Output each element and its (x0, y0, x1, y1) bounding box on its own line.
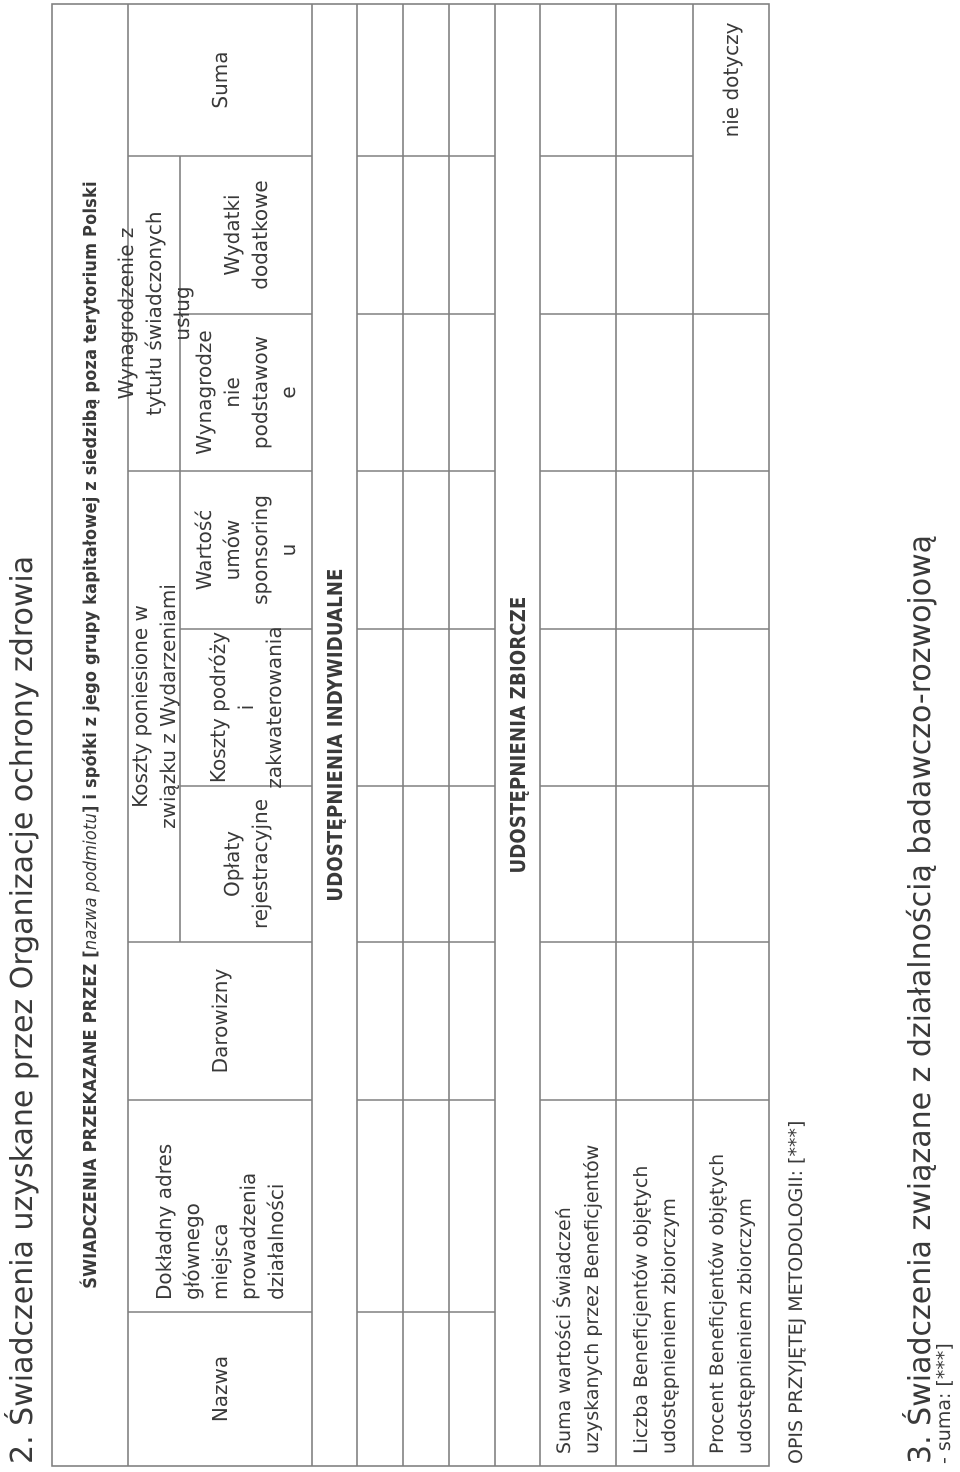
header-koszty-group: Koszty poniesione w związku z Wydarzeniami (128, 584, 180, 829)
collective-row-sum-label: Suma wartości Świadczeń uzyskanych przez Beneficjentów (553, 1144, 603, 1454)
table-row (357, 4, 403, 1466)
table-title (80, 181, 101, 1289)
individual-disclosures-bar: UDOSTĘPNIENIA INDYWIDUALNE (322, 568, 347, 902)
collective-disclosures-bar: UDOSTĘPNIENIA ZBIORCZE (505, 596, 530, 874)
header-oplaty: Opłaty rejestracyjne (220, 798, 272, 930)
header-darowizny: Darowizny (208, 968, 232, 1074)
table-title-part-1: ŚWIADCZENIA PRZEKAZANE PRZEZ [ (79, 950, 101, 1289)
not-applicable-cell: nie dotyczy (719, 22, 743, 138)
header-adres: Dokładny adres głównego miejsca prowadzenia działalności (152, 1143, 288, 1300)
header-wynagrodzenie-group: Wynagrodzenie z tytułu świadczonych usług (114, 211, 194, 416)
table-row (403, 4, 449, 1466)
header-nazwa: Nazwa (208, 1355, 232, 1423)
table-title-part-2: ] i spółki z jego grupy kapitałowej z siedzibą poza terytorium Polski (79, 181, 101, 814)
header-wynagrodzenie-podstawowe: Wynagrodzenie podstawowe (192, 330, 300, 455)
methodology-note: OPIS PRZYJĘTEJ METODOLOGII: [***] (785, 1120, 807, 1464)
table-row (449, 4, 495, 1466)
section-2-title: 2. Świadczenia uzyskane przez Organizacje ochrony zdrowia (4, 555, 40, 1464)
table-title-entity-placeholder: nazwa podmiotu (79, 813, 101, 951)
sum-note: - suma: [***] (933, 1343, 955, 1464)
collective-row-count-label: Liczba Beneficjentów objętych udostępnieniem zbiorczym (629, 1165, 680, 1454)
section-3-title: 3. Świadczenia związane z działalnością badawczo-rozwojową (902, 534, 938, 1464)
header-wartosc-umow: Wartość umów sponsoringu (192, 495, 300, 605)
header-wydatki-dodatkowe: Wydatki dodatkowe (220, 180, 272, 290)
header-koszty-podrozy: Koszty podróży i zakwaterowania (206, 626, 286, 789)
header-suma: Suma (208, 51, 232, 109)
collective-row-percent-label: Procent Beneficjentów objętych udostępnieniem zbiorczym (706, 1153, 756, 1454)
